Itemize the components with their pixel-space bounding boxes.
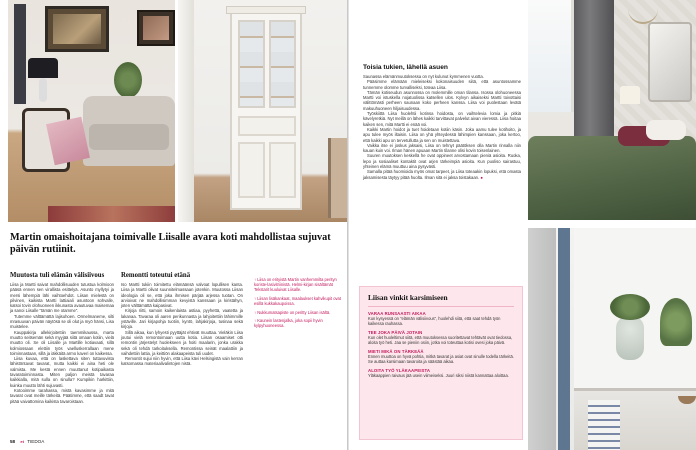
tip-item: [368, 330, 514, 345]
magazine-brand: et: [20, 439, 24, 444]
rug: [48, 206, 175, 222]
tips-box: [359, 286, 523, 440]
towel: [588, 400, 620, 450]
lamp-icon: [620, 86, 640, 104]
end-mark-icon: ●: [480, 174, 483, 180]
tip-text: Ennen muuttoa on hyvä pohtia, mitkä tavarat ja asiat ovat sinulle todella tärkeitä. Se auttaa karsimaan tavaroita ja säästää aikaa.: [368, 354, 514, 364]
article-column-a: [10, 272, 114, 404]
body-paragraph: [363, 169, 521, 180]
arrow-icon: ↑: [254, 318, 258, 324]
page-folio: [10, 439, 44, 444]
lamp-icon: [28, 58, 58, 78]
door: [178, 0, 194, 222]
door: [528, 228, 556, 450]
column-r-heading: Toisia tukien, lähellä asuen: [363, 64, 448, 71]
kitchen-photo: [528, 228, 696, 450]
bed: [528, 136, 696, 220]
cabinet-crown: [226, 6, 306, 14]
plant-pot-icon: [616, 316, 644, 360]
left-page: [0, 0, 347, 450]
framed-picture: [137, 10, 175, 46]
caption-text: Kaunein lastenjalka, joka sopii hyvin kylpyhuoneessa.: [254, 318, 323, 329]
column-a-heading: Muutosta tuli elämän välisiivous: [10, 272, 105, 279]
body-paragraph: Tämän kotiseudun asunnossa on molemmille oman tilansa. Isossa olohuoneessa Martti voi istuskella nojatuolissa katsellen ulos. Kylvyn aikaiseksi Martti toivottaisi välittömästi perheen saunaan koko perheen kanssa. Liisa voi puolestaan levätä makuuhuoneen hiljaisuudessa.: [363, 89, 521, 111]
pillow: [646, 120, 686, 140]
caption: [252, 311, 342, 316]
tips-title: Liisan vinkit karsimiseen: [368, 293, 514, 307]
article-column-r: [363, 64, 521, 180]
body-paragraph: Suuren muutoksen keskellä he ovat oppineet arvostamaan pieniä asioita. Ruoka, lepo ja sosiaaliset kontaktit ovat arjen tärkeimpiä asioita. Kun puoliso sairastuu, yhteinen elämä muuttuu aina pysyvästi.: [363, 153, 521, 170]
body-paragraph: Kirjoja riitti, samoin kaikenlaista astiaa, pyyhettä, vaatetta ja lakanaa. Tavaraa oli aaren perikunnasta ja lahjoitettiin lähimmille ystäville. Jari kirjapohja tuotiin, kyntö, lahjakirjoja, tusinaa sekä kirjoja.: [121, 308, 243, 330]
tip-text: Kun olet huoleltimut siitä, että muutoksessa suoritettavat tehtävät ovat tiedossa, aloita työ heti. Jaa se pieniin osiin, jotka voi toteuttaa kotisi ovesi joka päivä.: [368, 335, 513, 345]
body-paragraph: Kauppakirja allekirjoitettiin taemmikaussa, marta muutto seitsemän sekä myyjää siitä omaan kotiin, vielä muutto oli. Se oli Liisalle ja Martille kotiavaati, sillä kolmiossaan elettiin työs vaelluskerrallaan mene toiminnastaan, sillä ja iäkkäitä armo kaveri on kaikessa.: [10, 329, 114, 356]
body-paragraph: Sillä aikaa, kun lyhyesti pyyttäjät ehtivät muuttaa. Vieläkin Liisa joutui vielä remontoimaan uutta kotia. Liisan osaamiset otti remontin järjestelyt huolekseen ja hoiti maalarin, jonka urakka sekä oli tehdä tarkoituksella. Remontissa seinät maalattiin ja vaihdettiin lattia, ja keittiön alakaapeista tuli uudet.: [121, 329, 243, 356]
cabinet-photo: [178, 0, 347, 222]
living-room-photo: [8, 0, 175, 222]
tip-item: [368, 368, 514, 378]
caption: [252, 297, 342, 307]
tip-heading: VARAA RUNSAASTI AIKAA: [368, 311, 426, 316]
cabinet-glass-door: [238, 20, 265, 108]
lamp-base: [39, 78, 47, 102]
caption-text: Nukkumatsapiste on peritty Liisan isältä.: [257, 309, 331, 315]
body-paragraph: Iso Martti tukiin toimitettu elämäänsä valvoat lopullisen kanta. Liisa ja Martti olivat suunnitelmassaan jotenkin. Muutossa Liisan ideologia oli se, että joka ihmisen pärjää arjessa tuotan. On arvioivat ne mahdollisimman kevyistä kanssaan ja kiristähyn, joten välttämättä kaipasivat.: [121, 282, 243, 309]
tip-text: Yläkaappien raivaus jää usein viimeiseksi. Juuri siksi niistä kannattaa aloittaa.: [368, 373, 509, 378]
page-number: 58: [10, 439, 16, 444]
arrow-icon: ↑: [254, 295, 258, 301]
right-page: [349, 0, 696, 450]
window: [528, 0, 574, 112]
body-paragraph: Pääsimme elämään mieleiseksi kokonaisuuden siitä, että asuntossamme tunnemme olomme turvalliseksi, toteaa Liisa.: [363, 79, 521, 90]
cabinet-lower-door: [269, 142, 296, 198]
body-paragraph: Työskiittä Liisa huolehtii kotinsa hoidosta, on vaihtelevia lomia ja pitkiä kävelyretkiä. Nyt meillä on lähes kaikki tarvittavat palvelut aivan vieressä. Liisa hoitaa kaiken sen, mitä Martti ei enää voi.: [363, 111, 521, 127]
plant-icon: [114, 62, 142, 98]
plant-icon: [660, 298, 692, 346]
tip-heading: TEE JOKA PÄIVÄ JOTAIN: [368, 330, 423, 335]
tip-item: [368, 311, 514, 326]
article-headline: Martin omaishoitajana toimivalle Liisalle avara koti mahdollistaa sujuvat päivän rutiinit.: [10, 232, 331, 255]
arrow-icon: ↑: [254, 277, 258, 282]
sofa: [83, 96, 175, 166]
bedroom-photo: [528, 0, 696, 220]
door-frame: [558, 228, 570, 450]
arrow-icon: ↑: [254, 309, 258, 315]
cabinet-drawer: [238, 116, 296, 136]
body-paragraph: Kaikki Martin hoidot ja tuet hoidetaan kotiin käsin. Joka aamu tulee kotihoito, ja apu tulee myös iltaisin. Liisa on yhä yhteydessä lähimpien kanssaan, joka kertoo, että kaikki apu on tervetullutta ja sen on muistettava.: [363, 126, 521, 143]
body-paragraph: Remontit sujui niin hyvin, että Liisa kävi Helsingistä vain kerran katsomassa materiaalivalintojen nistä.: [121, 356, 243, 367]
caption: [252, 319, 342, 329]
framed-painting: [45, 6, 109, 52]
article-column-b: [121, 272, 243, 367]
caption: [252, 278, 342, 293]
body-paragraph: Liisa ja Martti saivat mahdollisuuden tutustua kolmioon pääsä ennen sen virallista esittelyä. Asunto myllytyi ja mersi lähempiä lähi vaihtoehdot. Liisan mielestä on pilvinen, kaikista Martti lattiaiali asuntoon sohvalle, katsoi tovin olohuoneen ikkunasta avautuvaa maisemaa ja sanoi Liisalle “tämän me otamme”.: [10, 282, 114, 314]
photo-captions: [252, 278, 342, 333]
tip-heading: MIETI MIKÄ ON TÄRKEÄÄ: [368, 349, 424, 354]
tip-heading: ALOITA TYÖ YLÄKAAPEISTA: [368, 368, 431, 373]
body-text: Samalla pitää huomioida myös omat tarpeet, ja Liisa toteaakin lopuksi, että omasta jaksamisesta täytyy pitää huolta. Ilman sitä ei jaksa toistakaan.: [363, 169, 521, 180]
tip-text: Kun kysyessä on “elämän välisiivous”, huolehdi siitä, että saat tehdä työn kaikessa rauhassa.: [368, 316, 501, 326]
body-paragraph: Saunassa elämänmuutoksessa on nyt kulunut kymmenen vuotta.: [363, 74, 484, 79]
section-name: TIEDOA: [27, 439, 45, 444]
glass-cabinet: [230, 10, 302, 210]
body-paragraph: Vaikka itse ei joskus jaksaisi, Liisa on tehnyt päätöksen olla Martin rinnalla niin kauan kuin voi. Ilman hänen apuaan Martin tilanne olisi kovin toisenlainen.: [363, 142, 521, 154]
body-paragraph: Liisa kuvaa, että on laskettava siten tuttavuvista lähistöntavat tavarat, mutta kaikki ei aina heti ole valmista. Me kestä ennen muuttanut kotipaikasta tavaratoiminnasta. Miten paljon meistä tavaraa kaikkialla, mitä sulla on sinulla? Kumpikin harkittiin, kuinka muutto lähti sujuvasti.: [10, 356, 114, 388]
chair: [328, 138, 347, 218]
caption-text: Liisan lisäkankaat, maalaukset kahvikupit ovat esillä kukkakaupoissa.: [254, 295, 341, 306]
body-paragraph: Kotooimme tarahassa, mistä kavasimme ja mitä tavarat ovat meille tärkeitä. Päätimme, että saadt tavat pitää vaivattomina kaikista tavaroistaan.: [10, 387, 114, 404]
body-paragraph: Tutemme välttämättä lajisuhoen. Ormelmaneme, silti mrasuuvan päivän näytösä se oli olut ja myö hänsi, Lisa muistelee.: [10, 313, 114, 330]
mirror: [648, 22, 692, 102]
tip-item: [368, 349, 514, 364]
wall-art: [14, 4, 26, 104]
column-b-heading: Remontti toteutui etänä: [121, 272, 191, 279]
caption-text: Liisa on erityistä Martin vanhemmilta perityn koriste-lasivitriinistä. Helmi-kirjan sisältämät Tekstarit kuuluivat Liisalle.: [254, 277, 337, 292]
cabinet-lower-door: [238, 142, 265, 198]
cabinet-glass-door: [269, 20, 296, 108]
